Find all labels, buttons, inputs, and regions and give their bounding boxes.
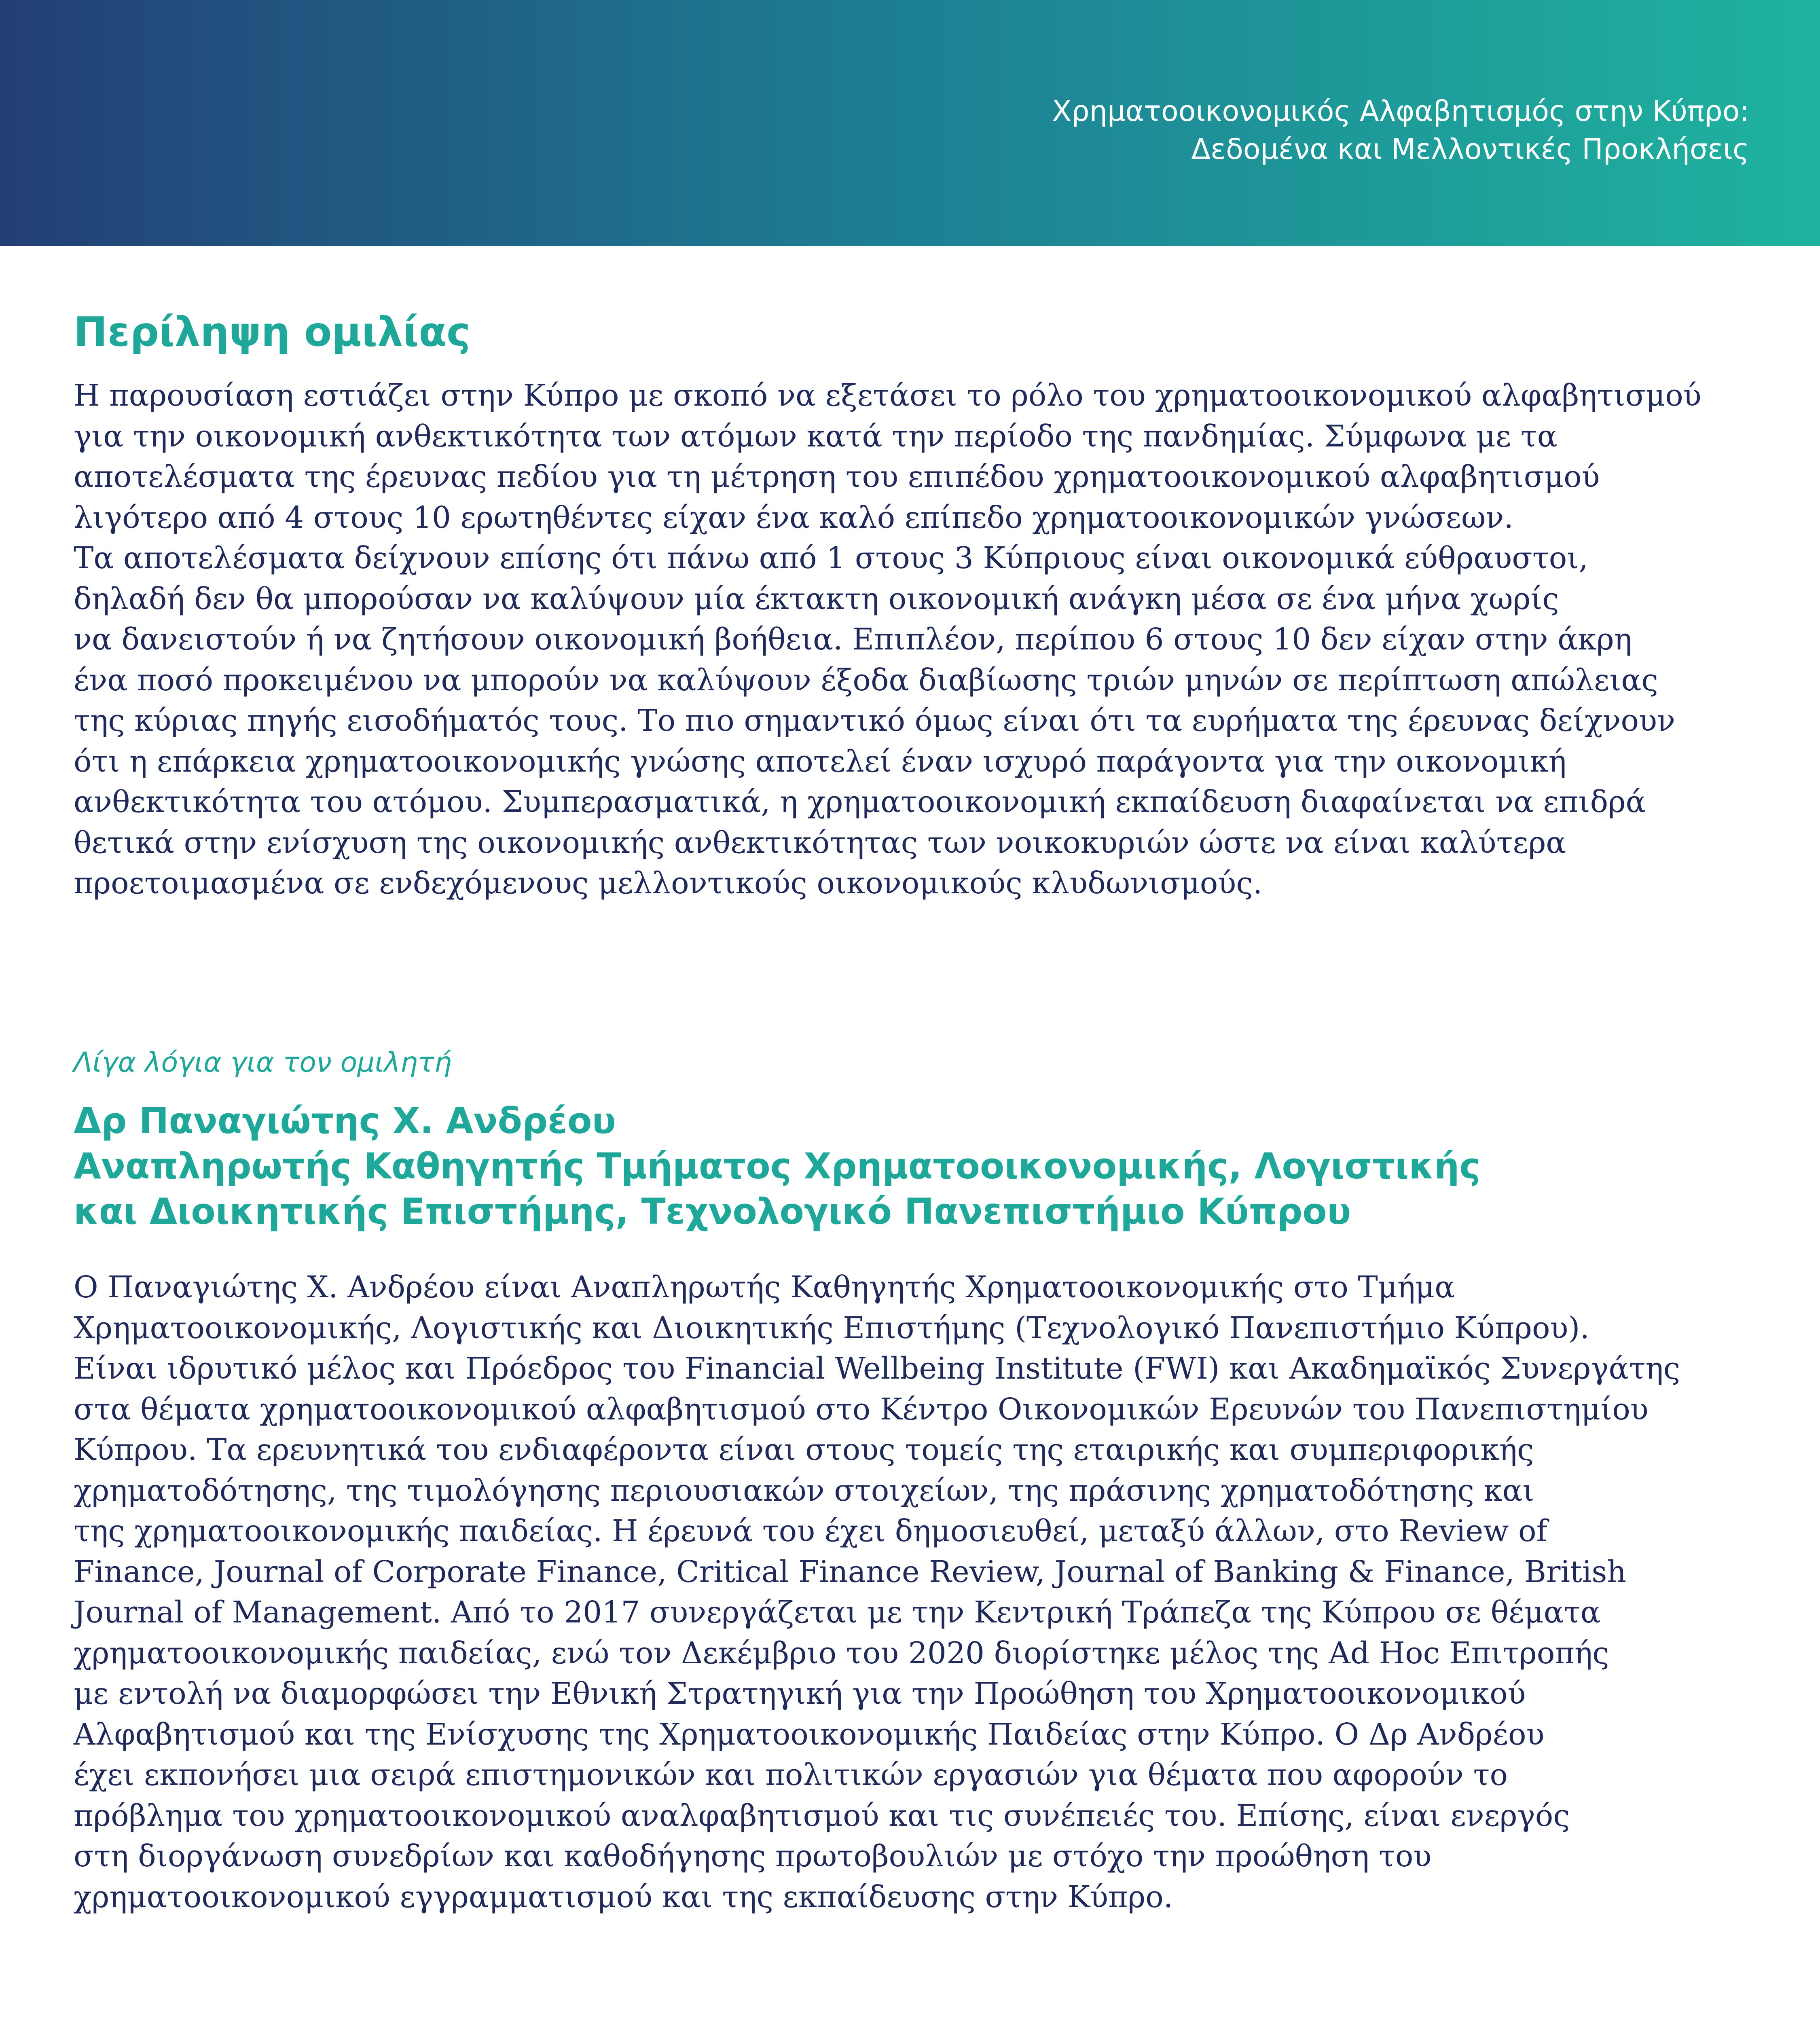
bio-line: πρόβλημα του χρηματοοικονομικού αναλφαβητισμού και τις συνέπειές του. Επίσης, είναι ενεργός xyxy=(74,1798,1570,1833)
bio-line: Journal of Management. Από το 2017 συνεργάζεται με την Κεντρική Τράπεζα της Κύπρου σε θέματα xyxy=(74,1595,1601,1630)
abstract-line: για την οικονομική ανθεκτικότητα των ατόμων κατά την περίοδο της πανδημίας. Σύμφωνα με τα xyxy=(74,419,1558,454)
header-banner xyxy=(0,0,1820,246)
title-line-1: Χρηματοοικονομικός Αλφαβητισμός στην Κύπρο: xyxy=(1052,95,1749,128)
bio-line: Αλφαβητισμού και της Ενίσχυσης της Χρηματοοικονομικής Παιδείας στην Κύπρο. Ο Δρ Ανδρέου xyxy=(74,1717,1545,1752)
bio-line: στα θέματα χρηματοοικονομικού αλφαβητισμού στο Κέντρο Οικονομικών Ερευνών του Πανεπιστημίου xyxy=(74,1392,1649,1427)
abstract-line: ανθεκτικότητα του ατόμου. Συμπερασματικά, η χρηματοοικονομική εκπαίδευση διαφαίνεται να επιδρά xyxy=(74,785,1646,819)
abstract-heading: Περίληψη ομιλίας xyxy=(74,308,471,355)
speaker-name xyxy=(74,1098,1481,1234)
abstract-line: λιγότερο από 4 στους 10 ερωτηθέντες είχαν ένα καλό επίπεδο χρηματοοικονομικών γνώσεων. xyxy=(74,500,1513,535)
abstract-line: ένα ποσό προκειμένου να μπορούν να καλύψουν έξοδα διαβίωσης τριών μηνών σε περίπτωση απώλειας xyxy=(74,662,1658,698)
bio-line: Finance, Journal of Corporate Finance, Critical Finance Review, Journal of Banking & Finance, British xyxy=(74,1554,1627,1589)
bio-line: Κύπρου. Τα ερευνητικά του ενδιαφέροντα είναι στους τομείς της εταιρικής και συμπεριφορικής xyxy=(74,1432,1534,1467)
bio-line: Χρηματοοικονομικής, Λογιστικής και Διοικητικής Επιστήμης (Τεχνολογικό Πανεπιστήμιο Κύπρου). xyxy=(74,1310,1589,1345)
bio-line: έχει εκπονήσει μια σειρά επιστημονικών και πολιτικών εργασιών για θέματα που αφορούν το xyxy=(74,1758,1508,1792)
abstract-line: θετικά στην ενίσχυση της οικονομικής ανθεκτικότητας των νοικοκυριών ώστε να είναι καλύτερα xyxy=(74,825,1566,860)
bio-line: Ο Παναγιώτης Χ. Ανδρέου είναι Αναπληρωτής Καθηγητής Χρηματοοικονομικής στο Τμήμα xyxy=(74,1270,1455,1305)
speaker-name-line: Δρ Παναγιώτης Χ. Ανδρέου xyxy=(74,1100,616,1142)
abstract-text xyxy=(74,375,1752,904)
bio-line: χρηματοοικονομικού εγγραμματισμού και της εκπαίδευσης στην Κύπρο. xyxy=(74,1879,1173,1914)
abstract-line: δηλαδή δεν θα μπορούσαν να καλύψουν μία έκτακτη οικονομική ανάγκη μέσα σε ένα μήνα χωρίς xyxy=(74,581,1559,616)
bio-line: στη διοργάνωση συνεδρίων και καθοδήγησης πρωτοβουλιών με στόχο την προώθηση του xyxy=(74,1839,1432,1874)
bio-line: Είναι ιδρυτικό μέλος και Πρόεδρος του Financial Wellbeing Institute (FWI) και Ακαδημαϊκός Συνεργάτης xyxy=(74,1351,1680,1386)
abstract-line: ότι η επάρκεια χρηματοοικονομικής γνώσης αποτελεί έναν ισχυρό παράγοντα για την οικονομική xyxy=(74,744,1566,779)
bio-line: χρηματοοικονομικής παιδείας, ενώ τον Δεκέμβριο του 2020 διορίστηκε μέλος της Ad Hoc Επιτροπής xyxy=(74,1635,1609,1671)
speaker-kicker: Λίγα λόγια για τον ομιλητή xyxy=(74,1047,452,1079)
speaker-title-line: και Διοικητικής Επιστήμης, Τεχνολογικό Πανεπιστήμιο Κύπρου xyxy=(74,1191,1351,1232)
abstract-line: Τα αποτελέσματα δείχνουν επίσης ότι πάνω από 1 στους 3 Κύπριους είναι οικονομικά εύθραυστοι, xyxy=(74,541,1588,575)
speaker-title-line: Αναπληρωτής Καθηγητής Τμήματος Χρηματοοικονομικής, Λογιστικής xyxy=(74,1145,1481,1187)
speaker-bio xyxy=(74,1267,1752,1917)
abstract-line: να δανειστούν ή να ζητήσουν οικονομική βοήθεια. Επιπλέον, περίπου 6 στους 10 δεν είχαν στην άκρη xyxy=(74,622,1632,657)
bio-line: με εντολή να διαμορφώσει την Εθνική Στρατηγική για την Προώθηση του Χρηματοοικονομικού xyxy=(74,1676,1526,1711)
abstract-line: της κύριας πηγής εισοδήματός τους. Το πιο σημαντικό όμως είναι ότι τα ευρήματα της έρευνας δείχνουν xyxy=(74,703,1676,738)
abstract-line: Η παρουσίαση εστιάζει στην Κύπρο με σκοπό να εξετάσει το ρόλο του χρηματοοικονομικού αλφαβητισμού xyxy=(74,378,1701,413)
bio-line: χρηματοδότησης, της τιμολόγησης περιουσιακών στοιχείων, της πράσινης χρηματοδότησης και xyxy=(74,1473,1534,1508)
bio-line: της χρηματοοικονομικής παιδείας. Η έρευνά του έχει δημοσιευθεί, μεταξύ άλλων, στο Review of xyxy=(74,1514,1547,1548)
abstract-line: προετοιμασμένα σε ενδεχόμενους μελλοντικούς οικονομικούς κλυδωνισμούς. xyxy=(74,866,1263,901)
title-line-2: Δεδομένα και Μελλοντικές Προκλήσεις xyxy=(1191,133,1749,166)
document-title xyxy=(1052,92,1749,168)
abstract-line: αποτελέσματα της έρευνας πεδίου για τη μέτρηση του επιπέδου χρηματοοικονομικού αλφαβητισμού xyxy=(74,459,1600,494)
